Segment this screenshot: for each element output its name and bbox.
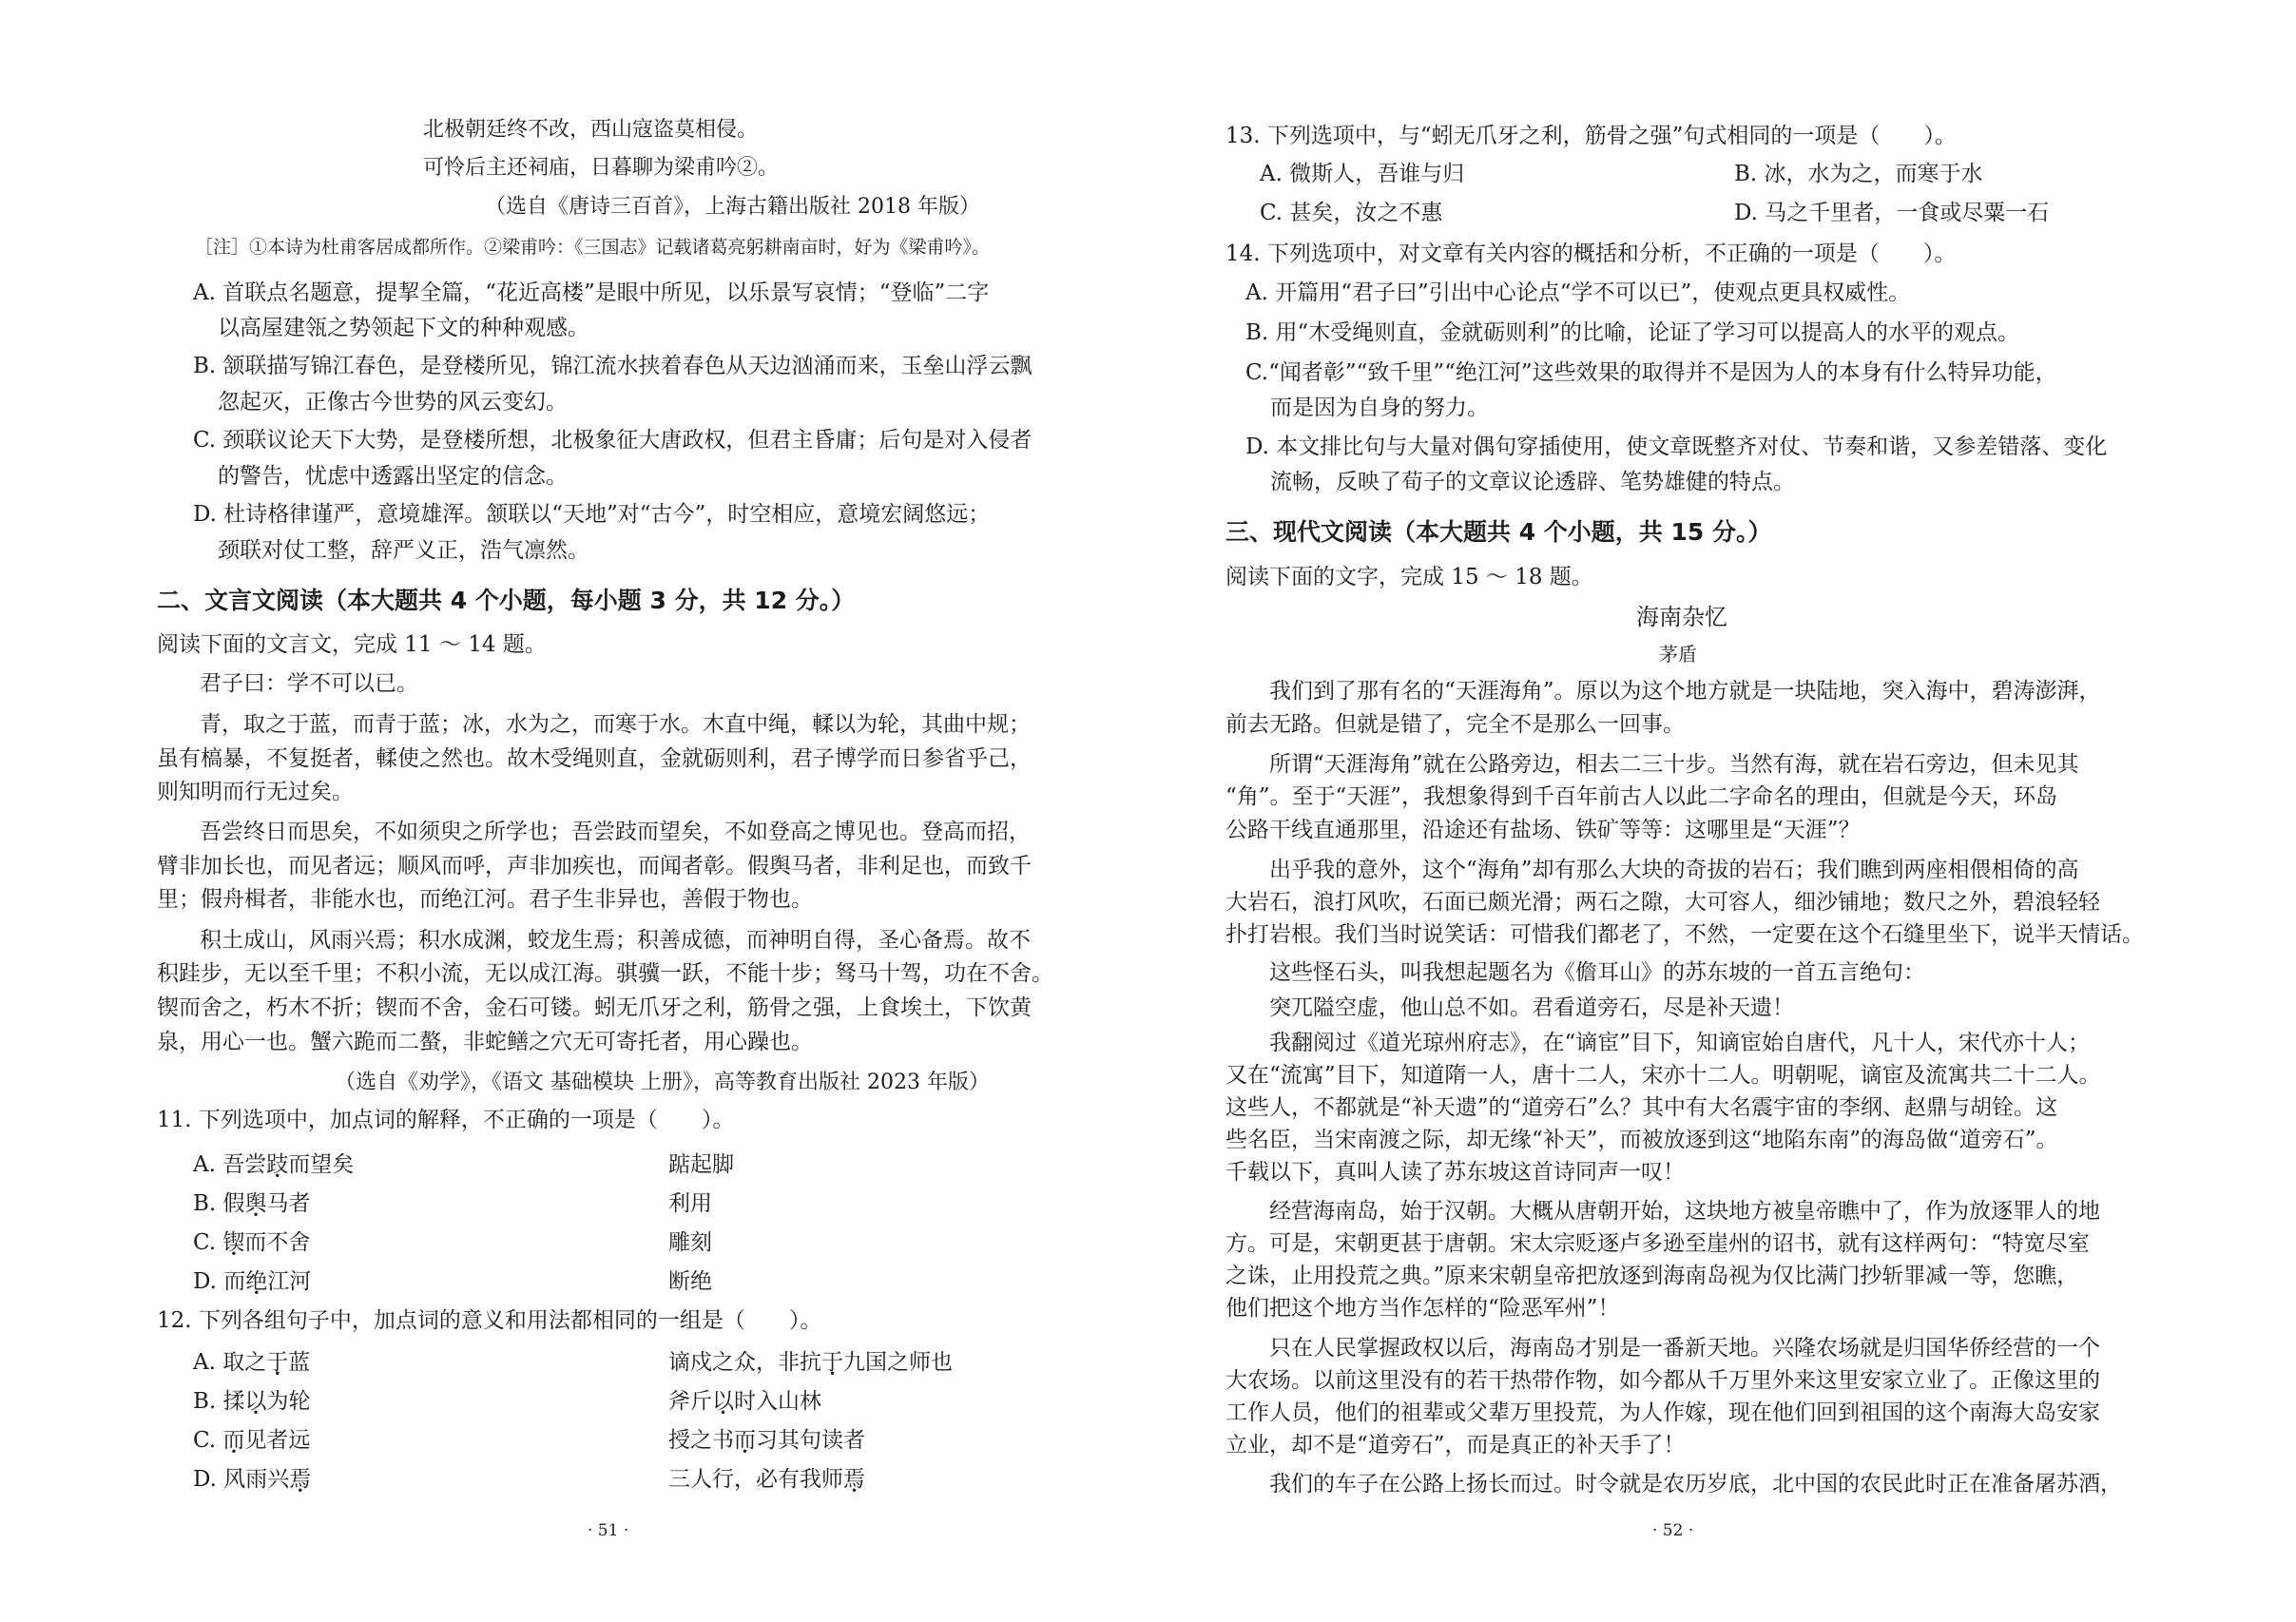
article-line-5: 公路干线直通那里，沿途还有盐场、铁矿等等：这哪里是“天涯”？ <box>1225 818 1861 842</box>
q14-option-d-2: 流畅，反映了荀子的文章议论透辟、笔势雄健的特点。 <box>1270 470 1795 494</box>
q11-option-b <box>193 1189 311 1218</box>
right-page <box>1148 0 2296 1622</box>
article-line-8: 扑打岩根。我们当时说笑话：可惜我们都老了，不然，一定要在这个石缝里坐下，说半天情话。 <box>1225 922 2144 947</box>
q11-c-dot: 锲 <box>222 1230 245 1255</box>
q12-b-post: 为轮 <box>266 1389 311 1414</box>
q10-option-d-1: D. 杜诗格律谨严，意境雄浑。颔联以“天地”对“古今”，时空相应，意境宏阔悠远； <box>193 502 991 527</box>
q12-d-pre: D. 风雨兴 <box>193 1467 290 1492</box>
article-line-19: 他们把这个地方当作怎样的“险恶军州”！ <box>1225 1296 1620 1321</box>
classical-line-3: 虽有槁暴，不复挺者，輮使之然也。故木受绳则直，金就砺则利，君子博学而日参省乎己， <box>157 746 1032 771</box>
q11-d-dot: 绝 <box>245 1269 268 1294</box>
article-line-17: 方。可是，宋朝更甚于唐朝。宋太宗贬逐卢多逊至崖州的诏书，就有这样两句：“特宽尽室 <box>1225 1231 2090 1256</box>
article-title: 海南杂忆 <box>1636 604 1727 630</box>
poem-source: （选自《唐诗三百首》，上海古籍出版社 2018 年版） <box>485 195 980 219</box>
page-number-left: · 51 · <box>588 1521 629 1540</box>
q10-option-c-2: 的警告，忧虑中透露出坚定的信念。 <box>218 464 568 489</box>
section3-instruction: 阅读下面的文字，完成 15 ～ 18 题。 <box>1225 565 1593 589</box>
section3-heading: 三、现代文阅读（本大题共 4 个小题，共 15 分。） <box>1225 518 1772 546</box>
q12-cb-pre: 授之书 <box>668 1428 734 1453</box>
q12-c-post: 见者远 <box>244 1428 311 1453</box>
q12-bb-post: 时入山林 <box>734 1389 821 1414</box>
article-line-7: 大岩石，浪打风吹，石面已颇光滑；两石之隙，大可容人，细沙铺地；数尺之外，碧浪轻轻 <box>1225 890 2100 915</box>
q12-a-post: 蓝 <box>288 1350 311 1375</box>
article-line-24: 我们的车子在公路上扬长而过。时令就是农历岁底，北中国的农民此时正在准备屠苏酒， <box>1269 1472 2122 1496</box>
classical-line-2: 青，取之于蓝，而青于蓝；冰，水为之，而寒于水。木直中绳，輮以为轮，其曲中规； <box>200 712 1031 737</box>
article-line-2: 前去无路。但就是错了，完全不是那么一回事。 <box>1225 712 1685 737</box>
q11-c-pre: C. <box>193 1230 223 1255</box>
q12-ab-post: 九国之师也 <box>843 1350 953 1375</box>
q12-option-c-b <box>668 1426 865 1455</box>
q12-c-dot: 而 <box>222 1428 245 1453</box>
classical-source: （选自《劝学》，《语文 基础模块 上册》，高等教育出版社 2023 年版） <box>335 1071 990 1094</box>
q11-stem: 11. 下列选项中，加点词的解释，不正确的一项是（ ）。 <box>157 1108 735 1132</box>
q11-option-a <box>193 1150 354 1179</box>
article-line-3: 所谓“天涯海角”就在公路旁边，相去二三十步。当然有海，就在岩石旁边，但未见其 <box>1269 752 2079 777</box>
article-line-13: 这些人，不都就是“补天遗”的“道旁石”么？其中有大名震宇宙的李纲、赵鼎与胡铨。这 <box>1225 1095 2058 1120</box>
classical-line-10: 锲而舍之，朽木不折；锲而不舍，金石可镂。蚓无爪牙之利，筋骨之强，上食埃土，下饮黄 <box>157 995 1032 1020</box>
section2-heading: 二、文言文阅读（本大题共 4 个小题，每小题 3 分，共 12 分。） <box>157 587 856 614</box>
article-line-23: 立业，却不是“道旁石”，而是真正的补天手了！ <box>1225 1433 1686 1458</box>
article-line-6: 出乎我的意外，这个“海角”却有那么大块的奇拔的岩石；我们瞧到两座相偎相倚的高 <box>1269 858 2079 882</box>
article-line-11: 我翻阅过《道光琼州府志》，在“谪宦”目下，知谪宦始自唐代，凡十人，宋代亦十人； <box>1269 1031 2091 1055</box>
q11-answer-d: 断绝 <box>668 1269 712 1294</box>
q11-c-post: 而不舍 <box>244 1230 311 1255</box>
q11-a-dot: 跂 <box>266 1152 289 1177</box>
classical-line-8: 积土成山，风雨兴焉；积水成渊，蛟龙生焉；积善成德，而神明自得，圣心备焉。故不 <box>200 928 1031 953</box>
q11-answer-c: 雕刻 <box>668 1230 712 1255</box>
q12-cb-post: 习其句读者 <box>756 1428 865 1453</box>
q12-b-dot: 以 <box>244 1389 267 1414</box>
q11-d-post: 江河 <box>267 1269 312 1294</box>
q12-option-d-b <box>668 1465 865 1494</box>
q12-db-pre: 三人行，必有我师 <box>668 1467 843 1492</box>
poem-line-2-text: 可怜后主还祠庙，日暮聊为梁甫吟②。 <box>423 156 780 180</box>
page-number-right: · 52 · <box>1652 1521 1694 1540</box>
q14-option-c-2: 而是因为自身的努力。 <box>1270 396 1489 420</box>
q11-option-c <box>193 1228 310 1257</box>
section2-instruction: 阅读下面的文言文，完成 11 ～ 14 题。 <box>157 632 547 657</box>
q11-d-pre: D. 而 <box>193 1269 246 1294</box>
q14-option-d-1: D. 本文排比句与大量对偶句穿插使用，使文章既整齐对仗、节奏和谐，又参差错落、变化 <box>1245 434 2108 459</box>
q12-cb-dot: 而 <box>734 1428 756 1453</box>
article-line-18: 之诛，止用投荒之典。”原来宋朝皇帝把放逐到海南岛视为仅比满门抄斩罪减一等，您瞧， <box>1225 1264 2079 1288</box>
q11-a-pre: A. 吾尝 <box>193 1152 267 1177</box>
article-line-1: 我们到了那有名的“天涯海角”。原以为这个地方就是一块陆地，突入海中，碧涛澎湃， <box>1269 679 2101 704</box>
q11-option-d <box>193 1267 311 1296</box>
q13-option-d: D. 马之千里者，一食或尽粟一石 <box>1734 201 2050 225</box>
q12-ab-dot: 于 <box>821 1350 843 1375</box>
q10-option-b-1: B. 颔联描写锦江春色，是登楼所见，锦江流水挟着春色从天边汹涌而来，玉垒山浮云飘 <box>193 354 1032 378</box>
classical-line-4: 则知明而行无过矣。 <box>157 780 354 804</box>
q14-option-b: B. 用“木受绳则直，金就砺则利”的比喻，论证了学习可以提高人的水平的观点。 <box>1245 320 2020 345</box>
article-line-9: 这些怪石头，叫我想起题名为《儋耳山》的苏东坡的一首五言绝句： <box>1269 960 1925 985</box>
poem-line-2 <box>423 154 779 183</box>
q10-option-b-2: 忽起灭，正像古今世势的风云变幻。 <box>218 390 568 415</box>
q12-b-pre: B. 揉 <box>193 1389 245 1414</box>
q12-option-a <box>193 1348 310 1377</box>
q14-option-c-1: C.“闻者彰”“致千里”“绝江河”这些效果的取得并不是因为人的本身有什么特异功能， <box>1245 360 2057 385</box>
classical-line-9: 积跬步，无以至千里；不积小流，无以成江海。骐骥一跃，不能十步；驽马十驾，功在不舍。 <box>157 961 1053 986</box>
classical-line-1: 君子曰：学不可以已。 <box>200 671 418 696</box>
q12-d-dot: 焉 <box>289 1467 312 1492</box>
q12-a-dot: 于 <box>266 1350 289 1375</box>
article-line-14: 些名臣，当宋南渡之际，却无缘“补天”，而被放逐到这“地陷东南”的海岛做“道旁石”。 <box>1225 1128 2058 1152</box>
q12-option-b <box>193 1387 311 1416</box>
q13-option-b: B. 冰，水为之，而寒于水 <box>1734 162 1983 186</box>
q12-option-c <box>193 1426 310 1455</box>
article-line-12: 又在“流寓”目下，知道隋一人，唐十二人，宋亦十二人。明朝呢，谪宦及流寓共二十二人。 <box>1225 1063 2101 1088</box>
q12-a-pre: A. 取之 <box>193 1350 267 1375</box>
classical-line-5: 吾尝终日而思矣，不如须臾之所学也；吾尝跂而望矣，不如登高之博见也。登高而招， <box>200 820 1031 844</box>
q10-option-c-1: C. 颈联议论天下大势，是登楼所想，北极象征大唐政权，但君主昏庸；后句是对入侵者 <box>193 428 1032 453</box>
article-line-22: 工作人员，他们的祖辈或父辈万里投荒，为人作嫁，现在他们回到祖国的这个南海大岛安家 <box>1225 1400 2100 1425</box>
article-line-20: 只在人民掌握政权以后，海南岛才别是一番新天地。兴隆农场就是归国华侨经营的一个 <box>1269 1336 2100 1361</box>
q13-option-c: C. 甚矣，汝之不惠 <box>1260 201 1443 225</box>
article-line-16: 经营海南岛，始于汉朝。大概从唐朝开始，这块地方被皇帝瞧中了，作为放逐罪人的地 <box>1269 1199 2100 1224</box>
article-author: 茅盾 <box>1659 643 1697 666</box>
q12-option-b-b <box>668 1387 821 1416</box>
q13-stem: 13. 下列选项中，与“蚓无爪牙之利，筋骨之强”句式相同的一项是（ ）。 <box>1225 124 1957 148</box>
q14-stem: 14. 下列选项中，对文章有关内容的概括和分析，不正确的一项是（ ）。 <box>1225 241 1957 266</box>
q10-option-d-2: 颈联对仗工整，辞严义正，浩气凛然。 <box>218 538 589 563</box>
q12-c-pre: C. <box>193 1428 223 1453</box>
q12-ab-pre: 谪戍之众，非抗 <box>668 1350 821 1375</box>
article-line-15: 千载以下，真叫人读了苏东坡这首诗同声一叹！ <box>1225 1160 1685 1185</box>
q11-b-pre: B. 假 <box>193 1191 245 1216</box>
q12-db-dot: 焉 <box>843 1467 865 1492</box>
q11-b-dot: 舆 <box>244 1191 267 1216</box>
q10-option-a-1: A. 首联点名题意，提挈全篇，“花近高楼”是眼中所见，以乐景写哀情；“登临”二字 <box>193 280 990 305</box>
classical-line-11: 泉，用心一也。蟹六跪而二螯，非蛇鳝之穴无可寄托者，用心躁也。 <box>157 1030 813 1054</box>
article-line-4: “角”。至于“天涯”，我想象得到千百年前古人以此二字命名的理由，但就是今天，环岛 <box>1225 784 2058 809</box>
q12-bb-dot: 以 <box>712 1389 734 1414</box>
classical-line-7: 里；假舟楫者，非能水也，而绝江河。君子生非异也，善假于物也。 <box>157 887 813 912</box>
article-line-10: 突兀隘空虚，他山总不如。君看道旁石，尽是补天遗！ <box>1269 995 1794 1020</box>
article-line-21: 大农场。以前这里没有的若干热带作物，如今都从千万里外来这里安家立业了。正像这里的 <box>1225 1368 2100 1393</box>
q12-option-a-b <box>668 1348 953 1377</box>
q10-option-a-2: 以高屋建瓴之势领起下文的种种观感。 <box>218 316 589 340</box>
q11-answer-a: 踮起脚 <box>668 1152 734 1177</box>
q11-b-post: 马者 <box>266 1191 311 1216</box>
poem-note: ［注］①本诗为杜甫客居成都所作。②梁甫吟：《三国志》记载诸葛亮躬耕南亩时，好为《梁甫吟》。 <box>195 237 991 258</box>
q11-answer-b: 利用 <box>668 1191 712 1216</box>
q14-option-a: A. 开篇用“君子曰”引出中心论点“学不可以已”，使观点更具权威性。 <box>1245 280 1911 305</box>
classical-line-6: 臂非加长也，而见者远；顺风而呼，声非加疾也，而闻者彰。假舆马者，非利足也，而致千 <box>157 854 1032 879</box>
q12-option-d <box>193 1465 311 1494</box>
poem-line-1: 北极朝廷终不改，西山寇盗莫相侵。 <box>423 118 759 142</box>
q12-bb-pre: 斧斤 <box>668 1389 712 1414</box>
q11-a-post: 而望矣 <box>288 1152 355 1177</box>
q13-option-a: A. 微斯人，吾谁与归 <box>1260 162 1465 186</box>
q12-stem: 12. 下列各组句子中，加点词的意义和用法都相同的一组是（ ）。 <box>157 1308 822 1333</box>
